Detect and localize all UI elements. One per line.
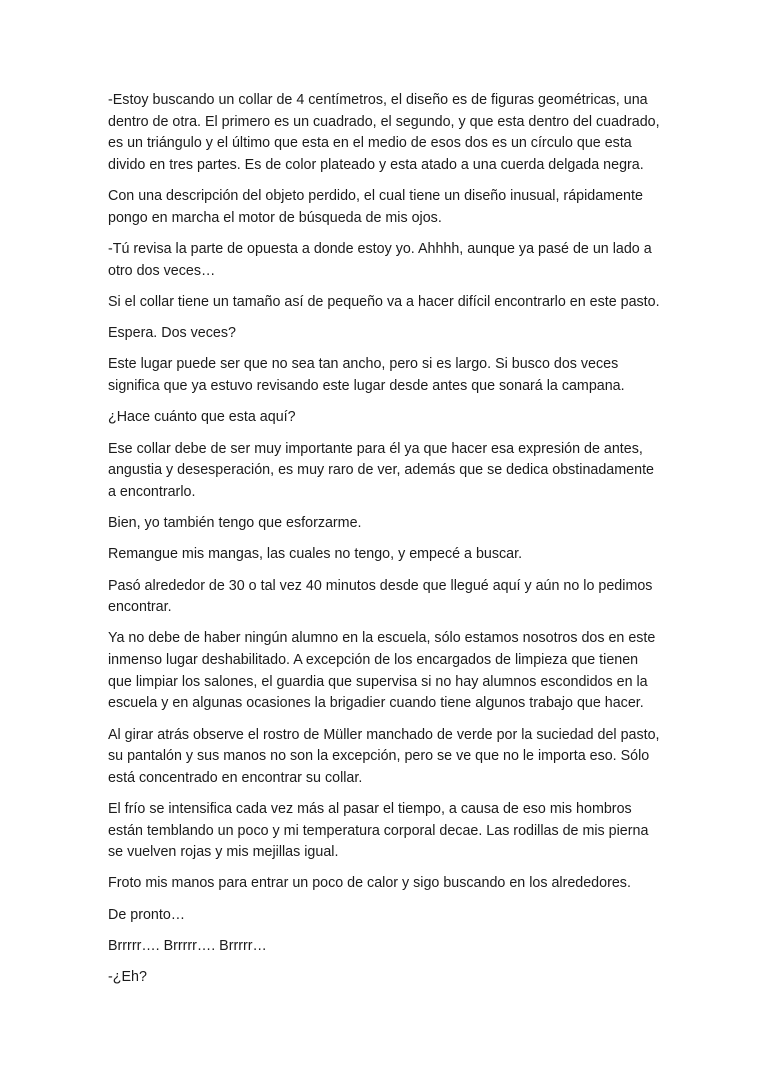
- paragraph-2: Con una descripción del objeto perdido, el cual tiene un diseño inusual, rápidamente pongo en marcha el motor de búsqueda de mis ojos.: [108, 188, 643, 226]
- paragraph-12: Ya no debe de haber ningún alumno en la escuela, sólo estamos nosotros dos en este inmenso lugar deshabilitado. A excepción de los encargados de limpieza que tienen que limpiar los salones, el guardia que supervisa si no hay alumnos escondidos en la escuela y en algunas ocasiones la brigadier cuando tiene algunos trabajo que hacer.: [108, 630, 656, 712]
- paragraph-8: Ese collar debe de ser muy importante para él ya que hacer esa expresión de antes, angustia y desesperación, es muy raro de ver, además que se dedica obstinadamente a encontrarlo.: [108, 440, 654, 500]
- paragraph-16: De pronto…: [108, 906, 186, 923]
- paragraph-18: -¿Eh?: [108, 969, 147, 986]
- paragraph-14: El frío se intensifica cada vez más al pasar el tiempo, a causa de eso mis hombros están temblando un poco y mi temperatura corporal decae. Las rodillas de mis pierna se vuelven rojas y mis mejillas igual.: [108, 800, 649, 861]
- document-body: [108, 90, 664, 999]
- paragraph-13: Al girar atrás observe el rostro de Müller manchado de verde por la suciedad del pasto, su pantalón y sus manos no son la excepción, pero se ve que no le importa eso. Sólo está concentrado en encontrar su collar.: [108, 726, 660, 786]
- paragraph-5: Espera. Dos veces?: [108, 325, 236, 342]
- paragraph-11: Pasó alrededor de 30 o tal vez 40 minutos desde que llegué aquí y aún no lo pedimos encontrar.: [108, 577, 653, 616]
- paragraph-1: -Estoy buscando un collar de 4 centímetros, el diseño es de figuras geométricas, una dentro de otra. El primero es un cuadrado, el segundo, y que esta dentro del cuadrado, es un triángulo y el último que esta en el medio de esos dos es un círculo que esta divido en tres partes. Es de color plateado y esta atado a una cuerda delgada negra.: [108, 92, 660, 173]
- paragraph-6: Este lugar puede ser que no sea tan ancho, pero si es largo. Si busco dos veces significa que ya estuvo revisando este lugar desde antes que sonará la campana.: [108, 356, 625, 394]
- paragraph-9: Bien, yo también tengo que esforzarme.: [108, 515, 362, 531]
- paragraph-10: Remangue mis mangas, las cuales no tengo, y empecé a buscar.: [108, 546, 523, 563]
- paragraph-17: Brrrrr…. Brrrrr…. Brrrrr…: [108, 938, 267, 954]
- paragraph-3: -Tú revisa la parte de opuesta a donde estoy yo. Ahhhh, aunque ya pasé de un lado a otro dos veces…: [108, 240, 652, 279]
- paragraph-4: Si el collar tiene un tamaño así de pequeño va a hacer difícil encontrarlo en este pasto.: [108, 293, 660, 310]
- paragraph-7: ¿Hace cuánto que esta aquí?: [108, 409, 296, 426]
- paragraph-15: Froto mis manos para entrar un poco de calor y sigo buscando en los alrededores.: [108, 875, 631, 892]
